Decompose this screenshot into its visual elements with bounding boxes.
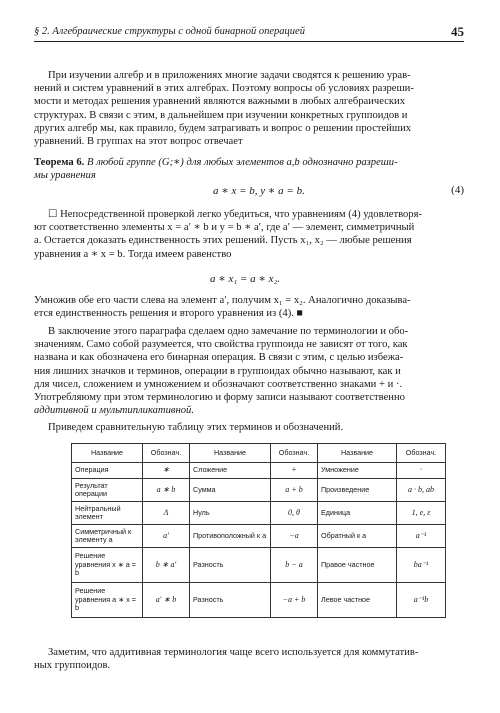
table-header: Название (72, 444, 143, 463)
table-cell: b − a (271, 548, 318, 583)
table-cell: a · b, ab (397, 479, 446, 502)
theorem-equation: a ∗ x = b, y ∗ a = b. (213, 185, 305, 197)
table-cell: b ∗ a′ (143, 548, 190, 583)
table-header: Название (318, 444, 397, 463)
text-line: Умножив обе его части слева на элемент a′, получим x₁ = x₂. Аналогично доказыва- (34, 295, 411, 306)
text-line: мости и методах решения уравнений являются важными в любых алгебраических (34, 96, 406, 108)
table-header: Обознач. (143, 444, 190, 463)
table-header: Обознач. (397, 444, 446, 463)
text-line: названа и как обозначена его бинарная операция. В связи с этим, с целью избежа- (34, 352, 404, 364)
table-cell: Нуль (190, 502, 271, 525)
theorem-text-line: В любой группе (G;∗) для любых элементов a,b однозначно разреши- (86, 157, 398, 168)
text-line: уравнения a ∗ x = b. Тогда имеем равенство (34, 248, 232, 260)
text-line: a. Остается доказать единственность этих решений. Пусть x₁, x₂ — любые решения (34, 235, 412, 247)
table-cell: ∗ (143, 463, 190, 479)
proof-paragraph (34, 208, 464, 261)
text-line: значениям. Само собой разумеется, что свойства группоида не зависят от того, как (34, 339, 408, 351)
text-line: В заключение этого параграфа сделаем одно замечание по терминологии и обо- (48, 326, 409, 337)
table-cell: Обратный к a (318, 525, 397, 548)
text-line: ется единственность решения и второго уравнения из (4). ■ (34, 308, 303, 320)
text-line: ют соответственно элементы x = a′ ∗ b и y = b ∗ a′, где a′ — элемент, симметричный (34, 222, 415, 234)
table-cell: 1, e, ε (397, 502, 446, 525)
table-cell: Решение уравнения a ∗ x = b (72, 583, 143, 618)
table-cell: a′ ∗ b (143, 583, 190, 618)
table-header-row (72, 444, 446, 463)
theorem-block (34, 156, 464, 182)
running-header (34, 26, 464, 42)
table-cell: Единица (318, 502, 397, 525)
table-header: Обознач. (271, 444, 318, 463)
table-cell: a + b (271, 479, 318, 502)
text-line: уравнений. В группах на этот вопрос отвечает (34, 136, 243, 148)
table-cell: Разность (190, 548, 271, 583)
terminology-table (71, 443, 446, 618)
header-rule (34, 41, 464, 42)
table-cell: a ∗ b (143, 479, 190, 502)
table-cell: Сумма (190, 479, 271, 502)
text-line: нений и систем уравнений в этих алгебрах. Поэтому вопросы об условиях разреши- (34, 83, 414, 95)
table-cell: · (397, 463, 446, 479)
text-line: других алгебр мы, как правило, будем затрагивать и вопрос о решении простейших (34, 122, 412, 134)
running-title: § 2. Алгебраические структуры с одной бинарной операцией (34, 26, 305, 37)
text-line: ния лишних значков и терминов, операции в группоидах обычно называют, как и (34, 365, 401, 377)
table-row (72, 548, 446, 583)
text-line: аддитивной и мультипликативной. (34, 405, 194, 417)
text-line: структурах. В связи с этим, в дальнейшем при изучении конкретных группоидов и (34, 109, 408, 121)
table-cell: + (271, 463, 318, 479)
terminology-paragraph (34, 325, 464, 417)
table-cell: Решение уравнения x ∗ a = b (72, 548, 143, 583)
text-line: ☐ Непосредственной проверкой легко убедиться, что уравнениям (4) удовлетворя- (48, 209, 422, 220)
table-row (72, 463, 446, 479)
table-row (72, 502, 446, 525)
proof-conclusion (34, 294, 464, 320)
table-row (72, 583, 446, 618)
table-cell: Нейтральный элемент (72, 502, 143, 525)
table-cell: 0, θ (271, 502, 318, 525)
text-line: для чисел, сложением и умножением и обозначают соответственно знаками + и ·. (34, 378, 403, 390)
page-number: 45 (451, 24, 464, 39)
table-cell: a⁻¹ (397, 525, 446, 548)
table-cell: a′ (143, 525, 190, 548)
table-cell: Правое частное (318, 548, 397, 583)
table-row (72, 479, 446, 502)
table-cell: −a (271, 525, 318, 548)
table-cell: Симметричный к элементу a (72, 525, 143, 548)
table-cell: Левое частное (318, 583, 397, 618)
closing-paragraph (34, 646, 464, 672)
text-line: Употребляюму при этом терминологию и форму записи называют соответственно (34, 392, 405, 404)
text-line: ных группоидов. (34, 660, 111, 672)
text-line: Заметим, что аддитивная терминология чаще всего используется для коммутатив- (48, 647, 419, 658)
table-row (72, 525, 446, 548)
table-cell: Противоположный к a (190, 525, 271, 548)
theorem-text-line: мы уравнения (34, 170, 96, 182)
table-header: Название (190, 444, 271, 463)
table-cell: Умножение (318, 463, 397, 479)
table-cell: Результат операции (72, 479, 143, 502)
table-cell: Операция (72, 463, 143, 479)
theorem-label: Теорема 6. (34, 157, 85, 168)
table-cell: Разность (190, 583, 271, 618)
table-cell: a⁻¹b (397, 583, 446, 618)
paragraph-intro (34, 69, 464, 148)
table-cell: Сложение (190, 463, 271, 479)
table-intro: Приведем сравнительную таблицу этих терминов и обозначений. (48, 422, 344, 433)
text-line: При изучении алгебр и в приложениях многие задачи сводятся к решению урав- (48, 70, 411, 81)
table-cell: Λ (143, 502, 190, 525)
table-cell: −a + b (271, 583, 318, 618)
table-cell: ba⁻¹ (397, 548, 446, 583)
equation-number: (4) (451, 184, 464, 196)
table-cell: Произведение (318, 479, 397, 502)
display-equation: a ∗ x₁ = a ∗ x₂. (210, 273, 281, 285)
